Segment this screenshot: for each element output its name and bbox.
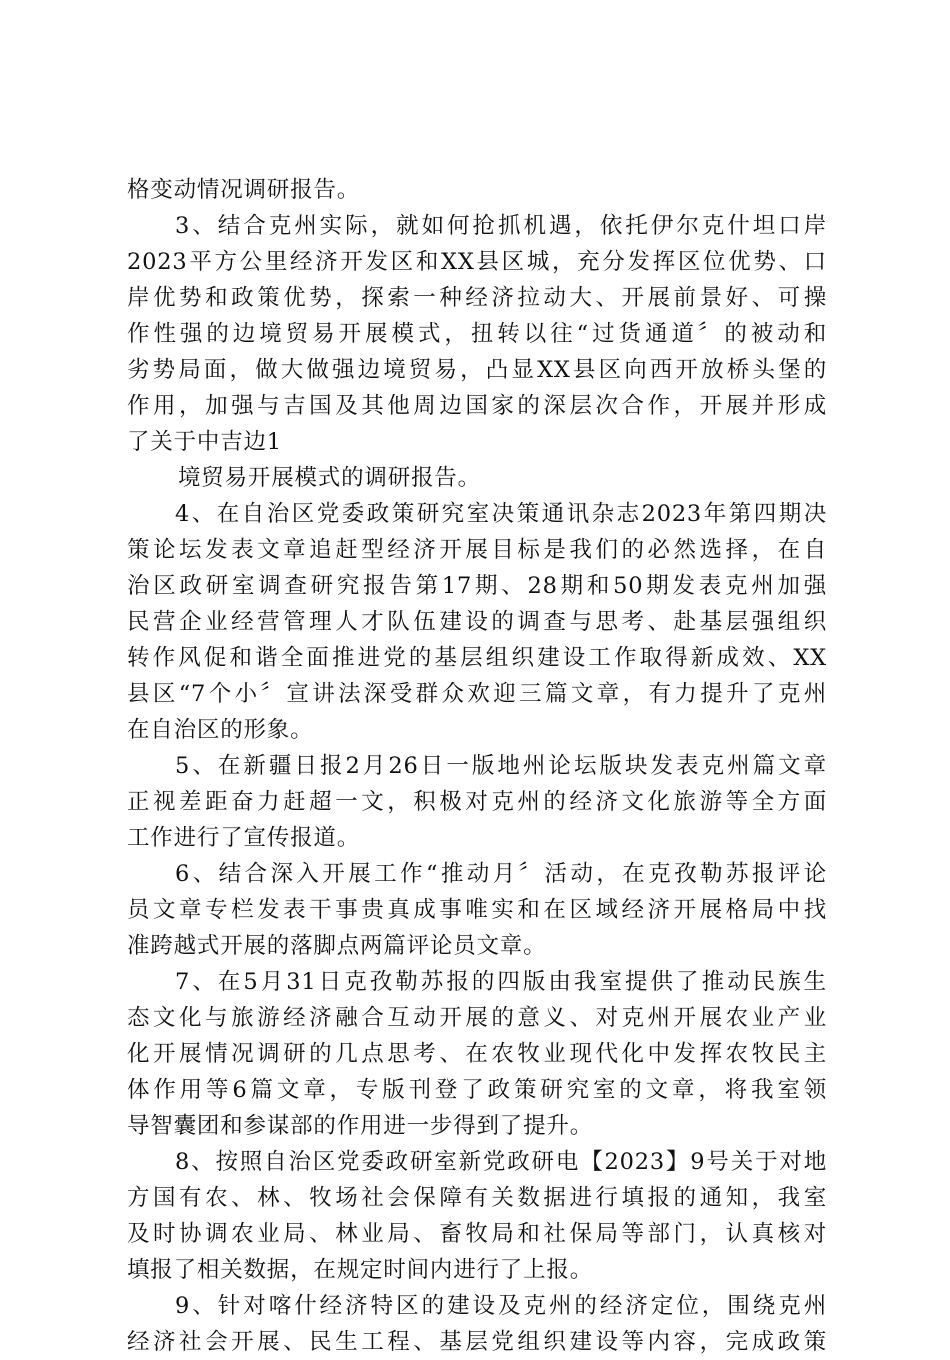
text-line: 填报了相关数据，在规定时间内进行了上报。: [127, 1257, 594, 1283]
text-line: 岸优势和政策优势，探索一种经济拉动大、开展前景好、可操: [127, 285, 827, 311]
text-line: 方国有农、林、牧场社会保障有关数据进行填报的通知，我室: [127, 1185, 827, 1211]
paragraph-5-line: 5、在新疆日报2月26日一版地州论坛版块发表克州篇文章: [175, 753, 827, 779]
text-line: 正视差距奋力赶超一文，积极对克州的经济文化旅游等全方面: [127, 789, 827, 815]
text-line: 民营企业经营管理人才队伍建设的调查与思考、赴基层强组织: [127, 609, 827, 635]
text-line: 工作进行了宣传报道。: [127, 825, 361, 851]
text-line: 转作风促和谐全面推进党的基层组织建设工作取得新成效、XX: [127, 645, 827, 671]
text-line: 治区政研室调查研究报告第17期、28期和50期发表克州加强: [127, 573, 827, 599]
text-line: 格变动情况调研报告。: [127, 177, 361, 203]
text-line: 作用，加强与吉国及其他周边国家的深层次合作，开展并形成: [127, 393, 827, 419]
paragraph-9-line: 9、针对喀什经济特区的建设及克州的经济定位，围绕克州: [175, 1293, 827, 1319]
text-line: 在自治区的形象。: [127, 717, 314, 743]
text-line: 经济社会开展、民生工程、基层党组织建设等内容，完成政策: [127, 1329, 827, 1355]
text-line: 导智囊团和参谋部的作用进一步得到了提升。: [127, 1113, 594, 1139]
paragraph-3-line: 3、结合克州实际，就如何抢抓机遇，依托伊尔克什坦口岸: [175, 213, 827, 239]
text-line: 化开展情况调研的几点思考、在农牧业现代化中发挥农牧民主: [127, 1041, 827, 1067]
paragraph-6-line: 6、结合深入开展工作“推动月〞活动，在克孜勒苏报评论: [175, 861, 827, 887]
paragraph-7-line: 7、在5月31日克孜勒苏报的四版由我室提供了推动民族生: [175, 969, 827, 995]
text-line: 体作用等6篇文章，专版刊登了政策研究室的文章，将我室领: [127, 1077, 827, 1103]
text-line: 县区“7个小〞宣讲法深受群众欢迎三篇文章，有力提升了克州: [127, 681, 827, 707]
text-line: 2023平方公里经济开发区和XX县区城，充分发挥区位优势、口: [127, 249, 827, 275]
text-line: 及时协调农业局、林业局、畜牧局和社保局等部门，认真核对: [127, 1221, 827, 1247]
text-line: 作性强的边境贸易开展模式，扭转以往“过货通道〞的被动和: [127, 321, 827, 347]
text-line: 态文化与旅游经济融合互动开展的意义、对克州开展农业产业: [127, 1005, 827, 1031]
paragraph-4-line: 4、在自治区党委政策研究室决策通讯杂志2023年第四期决: [175, 501, 827, 527]
text-line: 员文章专栏发表干事贵真成事唯实和在区域经济开展格局中找: [127, 897, 827, 923]
text-line: 准跨越式开展的落脚点两篇评论员文章。: [127, 933, 547, 959]
text-line: 劣势局面，做大做强边境贸易，凸显XX县区向西开放桥头堡的: [127, 357, 827, 383]
text-line: 境贸易开展模式的调研报告。: [178, 465, 481, 491]
text-line: 了关于中吉边1: [127, 429, 282, 455]
text-line: 策论坛发表文章追赶型经济开展目标是我们的必然选择，在自: [127, 537, 827, 563]
paragraph-8-line: 8、按照自治区党委政研室新党政研电【2023】9号关于对地: [175, 1149, 827, 1175]
